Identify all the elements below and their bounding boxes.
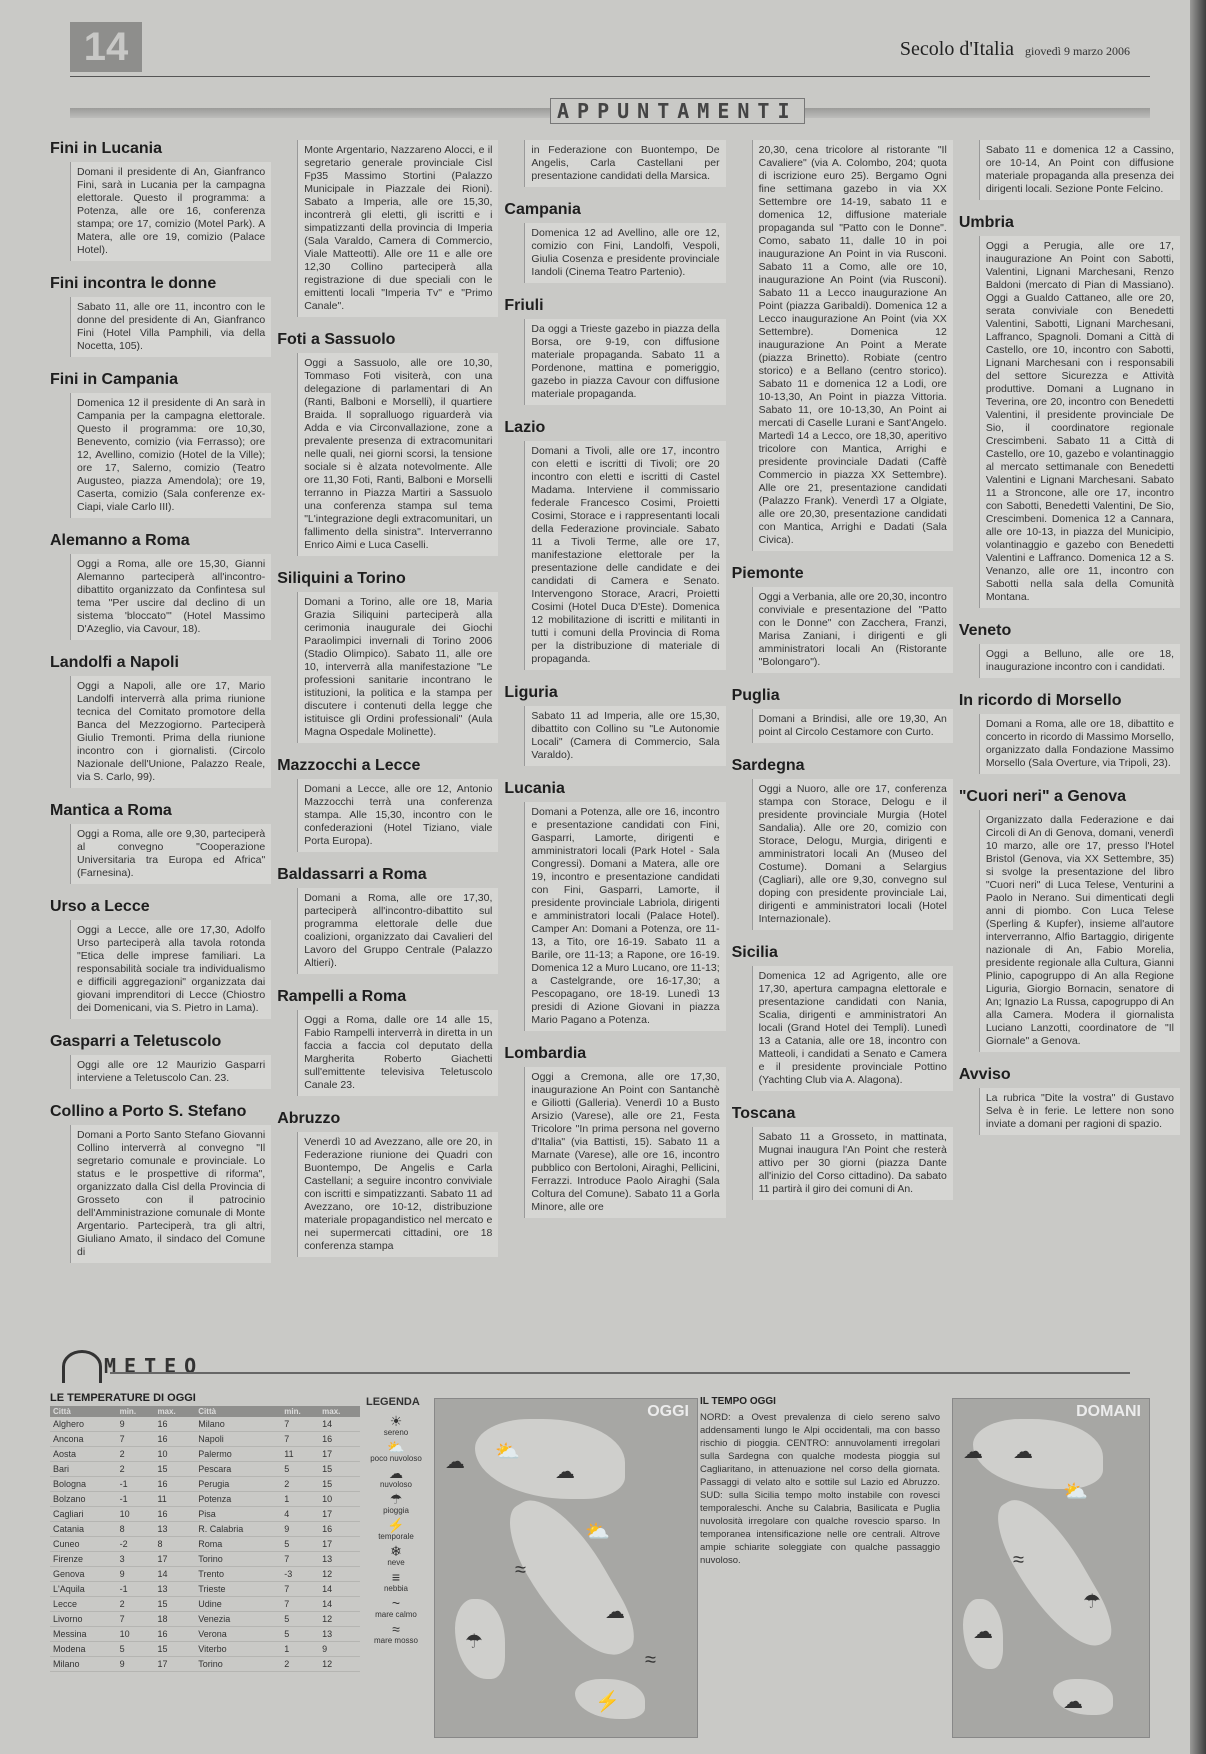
legend-item	[366, 1544, 426, 1567]
legend-label: mare calmo	[375, 1610, 417, 1619]
legend-item	[366, 1622, 426, 1645]
article-body: Organizzato dalla Federazione e dai Circoli di An di Genova, domani, venerdì 10 marzo, alle ore 17, presso l'Hotel Bristol (Genova, via XX Settembre, 35) si svolge la presentazione del libro "Cuori neri" di Luca Telese, Venturini a Paolo in Nerano. Sui dimenticati degli anni di piombo. Con Luca Telese (Sperling & Kupfer), insieme all'autore interverranno, Alfio Bartaggio, dirigente nazionale di An, Fabio Morelia, presidente regionale alla Cultura, Gianni Plinio, capogruppo di An alla Regione Liguria, Giorgio Bornacin, senatore di An; Ignazio La Russa, capogruppo di An alla Camera. Modera il giornalista Luciano Lanzotti, coordinatore de "Il Giornale" a Genova.	[979, 810, 1180, 1052]
cloud-icon: ☁	[1063, 1691, 1083, 1713]
legend-label: temporale	[378, 1532, 414, 1541]
article-body: Oggi a Verbania, alle ore 20,30, incontro conviviale e presentazione del "Patto con le Donne" con Zacchera, Franzi, Marisa Zaniani, i dirigenti e gli amministratori locali An (Ristorante "Bolongaro").	[752, 587, 953, 673]
table-cell: Bolzano	[50, 1492, 117, 1507]
table-cell: Aosta	[50, 1447, 117, 1462]
table-cell: 13	[154, 1522, 195, 1537]
article	[732, 1105, 953, 1200]
table-cell: Messina	[50, 1627, 117, 1642]
article-body: Oggi a Roma, dalle ore 14 alle 15, Fabio Rampelli interverrà in diretta in un faccia a faccia col deputato della Margherita Roberto Giachetti sull'emittente televisiva Teletuscolo Canale 23.	[297, 1010, 498, 1096]
table-cell: Venezia	[195, 1612, 281, 1627]
table-cell: Livorno	[50, 1612, 117, 1627]
table-cell: 8	[154, 1537, 195, 1552]
table-cell: 12	[319, 1657, 360, 1672]
meteo-title: METEO	[104, 1354, 205, 1378]
sun-cloud-icon: ⛅	[495, 1441, 520, 1463]
legend-weather-icon: ☂	[389, 1491, 403, 1507]
column-3	[504, 140, 725, 1340]
legend-weather-icon: ❄	[390, 1543, 402, 1559]
legend-item	[366, 1440, 426, 1463]
table-row	[50, 1507, 360, 1522]
page-number: 14	[70, 22, 142, 72]
article-body: Oggi a Sassuolo, alle ore 10,30, Tommaso Foti visiterà, con una delegazione di parlamentari di An (Ranti, Balboni e Morselli), il quartiere Braida. Il sopralluogo riguarderà via Adda e via Circonvallazione, zone a prevalente presenza di extracomunitari nelle quali, nei giorni scorsi, la tensione sociale si è alzata notevolmente. Alle ore 11,30 Foti, Ranti, Balboni e Morselli terranno in Piazza Martiri a Sassuolo una conferenza stampa sul tema "L'integrazione degli extracomunitari, un fallimento della sinistra". Interverranno Enrico Aimi e Luca Caselli.	[297, 353, 498, 556]
article-title: Mantica a Roma	[50, 802, 172, 819]
table-row	[50, 1492, 360, 1507]
article-body: Oggi a Roma, alle ore 9,30, parteciperà al convegno "Cooperazione Universitaria tra Europa ed Africa" (Farnesina).	[70, 824, 271, 884]
table-row	[50, 1522, 360, 1537]
article	[504, 140, 725, 187]
table-row	[50, 1582, 360, 1597]
article-body: Domani a Torino, alle ore 18, Maria Grazia Siliquini parteciperà alla cerimonia inaugurale dei Giochi Paraolimpici invernali di Torino 2006 (Stadio Olimpico). Sabato 11, alle ore 10, interverrà alla manifestazione "Le professioni sanitarie incontrano le istituzioni, la politica e la stampa per discutere i contenuti della legge che istituisce gli Ordini professionali" (Aula Magna Ospedale Molinette).	[297, 592, 498, 743]
article	[732, 687, 953, 743]
article-title: Urso a Lecce	[50, 898, 150, 915]
paper-name: Secolo d'Italia	[899, 38, 1015, 60]
legend-label: poco nuvoloso	[370, 1454, 422, 1463]
article-title: Toscana	[731, 1105, 796, 1122]
table-cell: 9	[319, 1642, 360, 1657]
article	[277, 988, 498, 1096]
legend-weather-icon: ⛅	[387, 1439, 405, 1455]
table-cell: Trento	[195, 1567, 281, 1582]
table-cell: 14	[319, 1417, 360, 1432]
sun-cloud-icon: ⛅	[585, 1521, 610, 1543]
table-cell: 14	[319, 1597, 360, 1612]
table-cell: 2	[281, 1657, 319, 1672]
table-cell: -1	[117, 1492, 155, 1507]
sea-wave-icon: ≈	[1013, 1549, 1024, 1571]
forecast-text: NORD: a Ovest prevalenza di cielo sereno salvo addensamenti lungo le Alpi occidentali, ma con basso rischio di pioggia. CENTRO: annuvolamenti irregolari sulla Sardegna con qualche modesta pioggia sul Cagliaritano, in attenuazione nel corso della giornata. Passaggi di velato alto e sottile sul Lazio ed Abruzzo. SUD: sulla Sicilia tempo molto instabile con rovesci temporaleschi. Anche su Calabria, Basilicata e Puglia nuvolosità irregolare con qualche rovescio sparso. In temporanea intensificazione nelle ore centrali. Altrove ampie schiarite soleggiate con qualche passaggio nuvoloso.	[700, 1412, 940, 1566]
table-cell: 2	[117, 1597, 155, 1612]
legend-item	[366, 1466, 426, 1489]
article-body: Domani a Brindisi, alle ore 19,30, An point al Circolo Cestamore con Curto.	[752, 709, 953, 743]
column-5	[959, 140, 1180, 1340]
table-cell: Pisa	[195, 1507, 281, 1522]
article	[50, 371, 271, 518]
article	[50, 802, 271, 884]
table-cell: Milano	[50, 1657, 117, 1672]
article-body: Sabato 11 e domenica 12 a Cassino, ore 10-14, An Point con diffusione materiale propaganda alla presenza dei dirigenti locali. Sezione Ponte Felcino.	[979, 140, 1180, 200]
article	[732, 944, 953, 1091]
article	[504, 201, 725, 283]
legend-weather-icon: ≈	[392, 1621, 400, 1637]
article-body: Oggi a Napoli, alle ore 17, Mario Landolfi interverrà alla prima riunione tecnica del Comitato promotore della Banca del Mezzogiorno. Parteciperà Giulio Tremonti. Prima della riunione incontro con i giornalisti. (Circolo Nazionale dell'Unione, Palazzo Reale, via S. Carlo, 99).	[70, 676, 271, 788]
table-cell: 10	[154, 1447, 195, 1462]
legend-weather-icon: ☁	[389, 1465, 403, 1481]
column-header: Città	[50, 1406, 117, 1417]
column-header: min.	[117, 1406, 155, 1417]
article-body: Oggi a Belluno, alle ore 18, inaugurazione incontro con i candidati.	[979, 644, 1180, 678]
article	[277, 1110, 498, 1257]
article	[504, 419, 725, 670]
table-cell: Modena	[50, 1642, 117, 1657]
legend-label: mare mosso	[373, 1636, 418, 1645]
table-cell: Ancona	[50, 1432, 117, 1447]
article-body: 20,30, cena tricolore al ristorante "Il Cavaliere" (via A. Colombo, 204; quota di iscrizione euro 25). Bergamo Ogni fine settimana gazebo in via XX Settembre ore 14-19, sabato 11 e domenica 12, diffusione materiale propaganda sul "Patto con le Donne". Como, sabato 11, dalle 10 in poi inaugurazione An Point in via Rusconi. Sabato 11 a Como, alle ore 10, inaugurazione An Point (via Rusconi). Sabato 11 a Lecco inaugurazione An Point (piazza Garibaldi). Domenica 12 a Lecco inaugurazione An Point (via XX Settembre). Domenica 12 inaugurazione An Point a Merate (piazza Brinetto). Robiate (centro storico) e a Bellano (centro storico). Sabato 11 e domenica 12 a Lodi, ore 10-13,30, An Point in piazza Vittoria. Sabato 11, ore 10-13,30, An Point ai mercati di Caselle Lurani e Sant'Angelo. Martedì 14 a Lecco, ore 18,30, aperitivo tricolore con Mantica, Arrighi e presidente provinciale Dadati (Caffè Commercio in piazza XX Settembre). Alle ore 21, presentazione candidati (Palazzo Frank). Venerdì 17 a Olgiate, alle ore 20,30, presentazione candidati con Mantica, Arrighi e Dadati (Sala Civica).	[752, 140, 953, 551]
forecast-title: IL TEMPO OGGI	[700, 1396, 776, 1407]
table-cell: 10	[117, 1627, 155, 1642]
sea-wave-icon: ≈	[645, 1649, 656, 1671]
meteo-rule	[110, 1372, 1130, 1374]
legend-weather-icon: ~	[391, 1595, 401, 1611]
sea-wave-icon: ≈	[515, 1559, 526, 1581]
table-cell: 17	[319, 1507, 360, 1522]
table-row	[50, 1612, 360, 1627]
table-cell: 11	[281, 1447, 319, 1462]
article	[277, 757, 498, 852]
article-title: Rampelli a Roma	[277, 988, 407, 1005]
article-title: Lazio	[504, 419, 546, 436]
table-cell: 15	[319, 1462, 360, 1477]
table-cell: 12	[319, 1612, 360, 1627]
article-title: Collino a Porto S. Stefano	[50, 1103, 247, 1120]
article-body: La rubrica "Dite la vostra" di Gustavo Selva è in ferie. Le lettere non sono inviate a domani per ragioni di spazio.	[979, 1088, 1180, 1135]
table-cell: 15	[154, 1642, 195, 1657]
table-cell: Cagliari	[50, 1507, 117, 1522]
weather-map-tomorrow	[952, 1398, 1150, 1738]
article	[959, 1066, 1180, 1135]
article-body: Domenica 12 ad Avellino, alle ore 12, comizio con Fini, Landolfi, Vespoli, Giulia Cosenza e presidente provinciale Iandoli (Cinema Teatro Partenio).	[524, 223, 725, 283]
storm-icon: ⚡	[595, 1691, 620, 1713]
table-cell: 18	[154, 1612, 195, 1627]
legend-weather-icon: ⚡	[387, 1517, 405, 1533]
article-body: Sabato 11 a Grosseto, in mattinata, Mugnai inaugura l'An Point che resterà attivo per 30 giorni (piazza Dante all'inizio del Corso cittadino). Da sabato 11 partirà il giro dei comuni di An.	[752, 1127, 953, 1200]
article-body: Oggi a Perugia, alle ore 17, inaugurazione An Point con Sabotti, Valentini, Lignani Marchesani, Renzo Baldoni (mercato di Pian di Massiano). Oggi a Gualdo Cattaneo, alle ore 20, serata conviviale con Benedetti Valentini, Sabotti, Lignani Marchesani, Laffranco, Spagnoli. Domani a Città di Castello, ore 10, incontro con Sabotti, Lignani Marchesani con i responsabili del settore Sicurezza e Attività produttive. Domani a Lugnano in Teverina, ore 20, incontro con Benedetti Valentini, il presidente provinciale De Sio, il coordinatore regionale Crescimbeni. Sabato 11 a Città di Castello, ore 10, gazebo e volantinaggio al mercato settimanale con Benedetti Valentini e Lignani Marchesani. Sabato 11 a Stroncone, alle ore 17, incontro con Sabotti, Benedetti Valentini, De Sio, Crescimbeni. Domenica 12 a Cannara, alle ore 10-13, in piazza del Municipio, volantinaggio e gazebo con Benedetti Valentini e Laffranco. Domenica 12 a S. Venanzo, alle ore 11, incontro con Sabotti nella sala della Comunità Montana.	[979, 236, 1180, 608]
article	[959, 622, 1180, 678]
table-cell: Roma	[195, 1537, 281, 1552]
article-body: Domani a Roma, alle ore 18, dibattito e concerto in ricordo di Massimo Morsello, organizzato dalla Fondazione Massimo Morsello (Sala Overture, via Tripoli, 23).	[979, 714, 1180, 774]
table-cell: 15	[154, 1597, 195, 1612]
article	[959, 692, 1180, 774]
article-title: Umbria	[958, 214, 1014, 231]
table-cell: 1	[281, 1492, 319, 1507]
table-cell: Palermo	[195, 1447, 281, 1462]
table-row	[50, 1417, 360, 1432]
map-land-sicily	[1053, 1679, 1113, 1715]
table-cell: Bologna	[50, 1477, 117, 1492]
article-columns	[50, 140, 1180, 1340]
article-title: Liguria	[504, 684, 558, 701]
article-title: Baldassarri a Roma	[277, 866, 427, 883]
article	[277, 866, 498, 974]
table-cell: Udine	[195, 1597, 281, 1612]
article	[277, 331, 498, 556]
article-body: Domani a Porto Santo Stefano Giovanni Collino interverrà al convegno "Il segretario comunale e provinciale. Lo status e le prospettive di riforma", organizzato dalla Cisl della Provincia di Grosseto con il patrocinio dell'Amministrazione comunale di Monte Argentario. Parteciperà, tra gli altri, Giuliano Amato, il sindaco del Comune di	[70, 1125, 271, 1263]
article-title: Lombardia	[504, 1045, 587, 1062]
table-cell: 16	[154, 1627, 195, 1642]
legend-item	[366, 1570, 426, 1593]
table-cell: Bari	[50, 1462, 117, 1477]
table-cell: Lecce	[50, 1597, 117, 1612]
table-cell: Catania	[50, 1522, 117, 1537]
article-body: Da oggi a Trieste gazebo in piazza della Borsa, ore 9-19, con diffusione materiale propaganda. Sabato 11 a Pordenone, mattina e pomeriggio, gazebo in piazza Cavour con diffusione materiale propaganda.	[524, 319, 725, 405]
legend-title: LEGENDA	[366, 1396, 420, 1408]
table-header	[50, 1406, 360, 1417]
legend-label: neve	[387, 1558, 405, 1567]
article-body: Monte Argentario, Nazzareno Alocci, e il segretario generale provinciale Cisl Fp35 Massimo Stortini (Palazzo Municipale in Piazzale dei Rioni). Sabato a Imperia, alle ore 15,30, incontrerà gli eletti, gli iscritti e i simpatizzanti della provincia di Imperia (Sala Varaldo, Camera di Commercio, Viale Matteotti). Alle ore 11 e alle ore 12,30 Collino parteciperà alla registrazione di due speciali con le emittenti locali "Imperia Tv" e "Primo Canale".	[297, 140, 498, 317]
article-title: Gasparri a Teletuscolo	[50, 1033, 222, 1050]
column-header: Città	[195, 1406, 281, 1417]
weather-forecast	[700, 1396, 940, 1567]
article-title: "Cuori neri" a Genova	[958, 788, 1127, 805]
article-title: Fini in Campania	[50, 371, 179, 388]
table-cell: Firenze	[50, 1552, 117, 1567]
table-cell: 7	[117, 1432, 155, 1447]
table-cell: Perugia	[195, 1477, 281, 1492]
table-cell: R. Calabria	[195, 1522, 281, 1537]
legend-label: pioggia	[383, 1506, 409, 1515]
table-cell: 16	[319, 1522, 360, 1537]
article	[504, 297, 725, 405]
article	[732, 140, 953, 551]
temperatures-title: LE TEMPERATURE DI OGGI	[50, 1392, 196, 1404]
table-cell: 4	[281, 1507, 319, 1522]
article-title: Piemonte	[731, 565, 804, 582]
table-cell: Milano	[195, 1417, 281, 1432]
article-body: Oggi a Cremona, alle ore 17,30, inaugurazione An Point con Santanchè e Giliotti (Galleria). Venerdì 10 a Busto Arsizio (Varese), alle ore 21, Festa Tricolore "In prima persona nel governo d'Italia" (via Battisti, 15). Sabato 11 a Marnate (Varese), alle ore 16, incontro pubblico con Bertoloni, Airaghi, Pellicini, Ferrazzi. Introduce Paolo Airaghi (Sala Coltura del Comune). Sabato 11 a Gorla Minore, alle ore	[524, 1067, 725, 1218]
column-1	[50, 140, 271, 1340]
cloud-icon: ☁	[555, 1461, 575, 1483]
article-body: Domani a Tivoli, alle ore 17, incontro con eletti e iscritti di Tivoli; ore 20 incontro con eletti e iscritti di Castel Madama. Interviene il commissario federale Francesco Cosimi, Proietti Cosimi, Storace e i rappresentanti locali della Federazione provinciale. Sabato 11 a Tivoli Terme, alle ore 17, manifestazione elettorale per la presentazione delle candidate e dei candidati di Camera e Senato. Intervengono Storace, Aracri, Proietti Cosimi (Hotel Duca D'Este). Domenica 12 mobilitazione di iscritti e militanti in tutti i comuni della Provincia di Roma per la distribuzione di materiale di propaganda.	[524, 441, 725, 670]
article-title: In ricordo di Morsello	[958, 692, 1122, 709]
table-row	[50, 1597, 360, 1612]
table-cell: Verona	[195, 1627, 281, 1642]
table-cell: 5	[281, 1627, 319, 1642]
table-cell: 1	[281, 1642, 319, 1657]
temperatures-table	[50, 1406, 360, 1672]
table-cell: 11	[154, 1492, 195, 1507]
table-row	[50, 1432, 360, 1447]
section-title: APPUNTAMENTI	[550, 98, 805, 124]
article-body: Domani a Roma, alle ore 17,30, parteciperà all'incontro-dibattito sul programma elettorale delle due coalizioni, organizzato dai Cavalieri del Lavoro del Gruppo Centrale (Palazzo Altieri).	[297, 888, 498, 974]
table-cell: 7	[281, 1552, 319, 1567]
table-cell: 17	[154, 1552, 195, 1567]
article	[277, 140, 498, 317]
table-cell: -2	[117, 1537, 155, 1552]
article-title: Foti a Sassuolo	[277, 331, 396, 348]
table-cell: 5	[281, 1612, 319, 1627]
cloud-icon: ☁	[973, 1621, 993, 1643]
table-row	[50, 1447, 360, 1462]
article-body: Sabato 11 ad Imperia, alle ore 15,30, dibattito con Collino su "Le Autonomie Locali" (Camera di Commercio, Sala Varaldo).	[524, 706, 725, 766]
table-row	[50, 1657, 360, 1672]
table-cell: 7	[281, 1597, 319, 1612]
article	[277, 570, 498, 743]
article	[50, 1033, 271, 1089]
table-cell: 5	[117, 1642, 155, 1657]
table-cell: 2	[117, 1462, 155, 1477]
column-header: min.	[281, 1406, 319, 1417]
table-cell: 15	[319, 1477, 360, 1492]
table-cell: L'Aquila	[50, 1582, 117, 1597]
legend-label: nebbia	[383, 1584, 409, 1593]
table-cell: Napoli	[195, 1432, 281, 1447]
article-body: Oggi alle ore 12 Maurizio Gasparri interviene a Teletuscolo Can. 23.	[70, 1055, 271, 1089]
table-cell: Genova	[50, 1567, 117, 1582]
table-row	[50, 1537, 360, 1552]
article	[50, 898, 271, 1019]
cloud-icon: ☁	[1013, 1441, 1033, 1463]
cloud-icon: ☁	[963, 1441, 983, 1463]
sun-cloud-icon: ⛅	[1063, 1481, 1088, 1503]
table-cell: 16	[154, 1417, 195, 1432]
article-title: Mazzocchi a Lecce	[277, 757, 421, 774]
table-cell: 7	[281, 1417, 319, 1432]
article-body: Domani il presidente di An, Gianfranco Fini, sarà in Lucania per la campagna elettorale. Questo il programma: a Potenza, alle ore 16, conferenza stampa; ore 17, comizio (Motel Park). A Matera, alle ore 19, comizio (Palace Hotel).	[70, 162, 271, 261]
table-cell: 2	[117, 1447, 155, 1462]
article-title: Fini incontra le donne	[50, 275, 217, 292]
article-body: Domenica 12 ad Agrigento, alle ore 17,30, apertura campagna elettorale e presentazione candidati con Nania, Scalia, dirigenti e amministratori An locali (Grand Hotel dei Templi). Lunedì 13 a Catania, alle ore 18, incontro con Matteoli, i candidati a Senato e Camera e il presidente provinciale Pottino (Yachting Club via A. Alagona).	[752, 966, 953, 1091]
table-cell: 17	[319, 1447, 360, 1462]
table-cell: 13	[319, 1627, 360, 1642]
table-cell: 17	[319, 1537, 360, 1552]
article-title: Puglia	[731, 687, 780, 704]
article-title: Veneto	[958, 622, 1012, 639]
article-title: Abruzzo	[277, 1110, 341, 1127]
legend-label: nuvoloso	[379, 1480, 413, 1489]
table-cell: Torino	[195, 1552, 281, 1567]
table-cell: 9	[281, 1522, 319, 1537]
table-cell: 14	[154, 1567, 195, 1582]
map-land-peninsula	[985, 1485, 1122, 1662]
legend-item	[366, 1596, 426, 1619]
article-title: Sicilia	[731, 944, 778, 961]
legend-label: sereno	[383, 1428, 409, 1437]
table-cell: -1	[117, 1477, 155, 1492]
legend-item	[366, 1414, 426, 1437]
table-row	[50, 1642, 360, 1657]
article-title: Siliquini a Torino	[277, 570, 406, 587]
article-title: Friuli	[504, 297, 544, 314]
column-4	[732, 140, 953, 1340]
article	[504, 1045, 725, 1218]
legend-item	[366, 1518, 426, 1541]
table-cell: 10	[117, 1507, 155, 1522]
table-cell: 10	[319, 1492, 360, 1507]
table-cell: 9	[117, 1417, 155, 1432]
table-cell: Cuneo	[50, 1537, 117, 1552]
article	[732, 757, 953, 930]
table-cell: 9	[117, 1657, 155, 1672]
article-body: in Federazione con Buontempo, De Angelis, Carla Castellani per presentazione candidati della Marsica.	[524, 140, 725, 187]
article-title: Campania	[504, 201, 581, 218]
map-tomorrow-label: DOMANI	[1076, 1403, 1141, 1420]
table-cell: 7	[117, 1612, 155, 1627]
table-row	[50, 1477, 360, 1492]
article-body: Domani a Potenza, alle ore 16, incontro e presentazione candidati con Fini, Gasparri, Lamorte, dirigenti e amministratori locali (Park Hotel - Sala Congressi). Domani a Matera, alle ore 19, incontro e presentazione candidati con Fini, Gasparri, Lamorte, il presidente provinciale Labriola, dirigenti e amministratori locali (Palace Hotel). Camper An: Domani a Potenza, ore 11-13, a Tito, ore 16-19. Sabato 11 a Barile, ore 11-13; a Rapone, ore 16-19. Domenica 12 a Muro Lucano, ore 11-13; a Castelgrande, ore 16-17,30; a Pescopagano, ore 18-19. Lunedì 13 presidi di Azione Giovani in piazza Mario Pagano a Potenza.	[524, 802, 725, 1031]
issue-date: giovedì 9 marzo 2006	[1025, 44, 1130, 58]
table-cell: Pescara	[195, 1462, 281, 1477]
rain-icon: ☂	[465, 1631, 483, 1653]
article-title: Sardegna	[731, 757, 805, 774]
table-cell: Torino	[195, 1657, 281, 1672]
table-cell: 5	[281, 1462, 319, 1477]
article-title: Fini in Lucania	[50, 140, 163, 157]
map-today-label: OGGI	[647, 1403, 689, 1420]
table-cell: 14	[319, 1582, 360, 1597]
article	[50, 140, 271, 261]
legend-weather-icon: ☀	[389, 1413, 403, 1429]
column-header: max.	[154, 1406, 195, 1417]
sun-cloud-icon	[62, 1350, 102, 1383]
article	[504, 780, 725, 1031]
legend-item	[366, 1492, 426, 1515]
binding-spine	[1190, 0, 1206, 1754]
article-title: Alemanno a Roma	[50, 532, 190, 549]
table-row	[50, 1567, 360, 1582]
article	[504, 684, 725, 766]
table-cell: Potenza	[195, 1492, 281, 1507]
table-cell: 9	[117, 1567, 155, 1582]
article-body: Domani a Lecce, alle ore 12, Antonio Mazzocchi terrà una conferenza stampa. Alle 15,30, incontro con le confederazioni (Hotel Tiziano, viale Porta Europa).	[297, 779, 498, 852]
article	[959, 140, 1180, 200]
table-cell: 7	[281, 1582, 319, 1597]
article-body: Sabato 11, alle ore 11, incontro con le donne del presidente di An, Gianfranco Fini (Hotel Villa Pamphili, via della Nocetta, 105).	[70, 297, 271, 357]
table-cell: 16	[319, 1432, 360, 1447]
article-title: Lucania	[504, 780, 565, 797]
article	[50, 654, 271, 788]
article	[50, 275, 271, 357]
table-cell: Trieste	[195, 1582, 281, 1597]
table-cell: 3	[117, 1552, 155, 1567]
masthead	[900, 38, 1130, 61]
weather-legend	[366, 1396, 426, 1648]
table-cell: 13	[319, 1552, 360, 1567]
article	[50, 1103, 271, 1263]
article-title: Avviso	[958, 1066, 1011, 1083]
legend-weather-icon: ≡	[391, 1569, 401, 1585]
cloud-icon: ☁	[605, 1601, 625, 1623]
article-body: Venerdì 10 ad Avezzano, alle ore 20, in Federazione riunione dei Quadri con Buontempo, De Angelis e Carla Castellani; a seguire incontro conviviale con iscritti e simpatizzanti. Sabato 11 ad Avezzano, ore 10-12, distribuzione materiale propagandistico nel mercato e nei supermercati cittadini, ore 18 conferenza stampa	[297, 1132, 498, 1257]
table-cell: 7	[281, 1432, 319, 1447]
table-row	[50, 1462, 360, 1477]
column-header: max.	[319, 1406, 360, 1417]
article	[959, 214, 1180, 608]
article	[959, 788, 1180, 1052]
table-cell: 8	[117, 1522, 155, 1537]
table-cell: 16	[154, 1507, 195, 1522]
table-cell: Alghero	[50, 1417, 117, 1432]
article-body: Oggi a Lecce, alle ore 17,30, Adolfo Urso parteciperà alla tavola rotonda "Etica delle imprese familiari. La responsabilità sociale tra individualismo e difficili aggregazioni" organizzata dai giovani imprenditori di Lecce (Chiostro dei Domenicani, via S. Pietro in Lama).	[70, 920, 271, 1019]
table-row	[50, 1627, 360, 1642]
table-cell: Viterbo	[195, 1642, 281, 1657]
rain-icon: ☂	[1083, 1591, 1101, 1613]
table-cell: 15	[154, 1462, 195, 1477]
table-cell: 12	[319, 1567, 360, 1582]
article-body: Oggi a Roma, alle ore 15,30, Gianni Alemanno parteciperà all'incontro-dibattito organizzato da Confintesa sul tema "Per uscire dal declino di un sistema 'bloccato'" (Hotel Massimo D'Azeglio, via Cavour, 18).	[70, 554, 271, 640]
table-cell: 2	[281, 1477, 319, 1492]
column-2	[277, 140, 498, 1340]
article	[732, 565, 953, 673]
table-cell: 5	[281, 1537, 319, 1552]
article-body: Domenica 12 il presidente di An sarà in Campania per la campagna elettorale. Questo il programma: ore 10,30, Benevento, comizio (via Ferrasso); ore 12, Avellino, comizio (Hotel de la Ville); ore 17, Salerno, comizio (Teatro Augusteo, piazza Amendola); ore 19, Caserta, comizio (Sala conferenze ex-Ciapi, viale Carlo III).	[70, 393, 271, 518]
weather-map-today	[434, 1398, 698, 1738]
table-cell: -3	[281, 1567, 319, 1582]
table-cell: 16	[154, 1432, 195, 1447]
table-cell: -1	[117, 1582, 155, 1597]
table-cell: 16	[154, 1477, 195, 1492]
top-rule	[70, 76, 1150, 77]
article-title: Landolfi a Napoli	[50, 654, 179, 671]
table-cell: 13	[154, 1582, 195, 1597]
article-body: Oggi a Nuoro, alle ore 17, conferenza stampa con Storace, Delogu e il presidente provinciale Murgia (Hotel Sandalia). Alle ore 20, comizio con Storace, Delogu, Murgia, dirigenti e amministratori locali An (Museo del Costume). Domani a Selargius (Cagliari), alle ore 9,30, convegno sul doping con presidente provinciale Lai, dirigenti e amministratori locali (Hotel Internazionale).	[752, 779, 953, 930]
cloud-icon: ☁	[445, 1451, 465, 1473]
table-cell: 17	[154, 1657, 195, 1672]
table-row	[50, 1552, 360, 1567]
article	[50, 532, 271, 640]
